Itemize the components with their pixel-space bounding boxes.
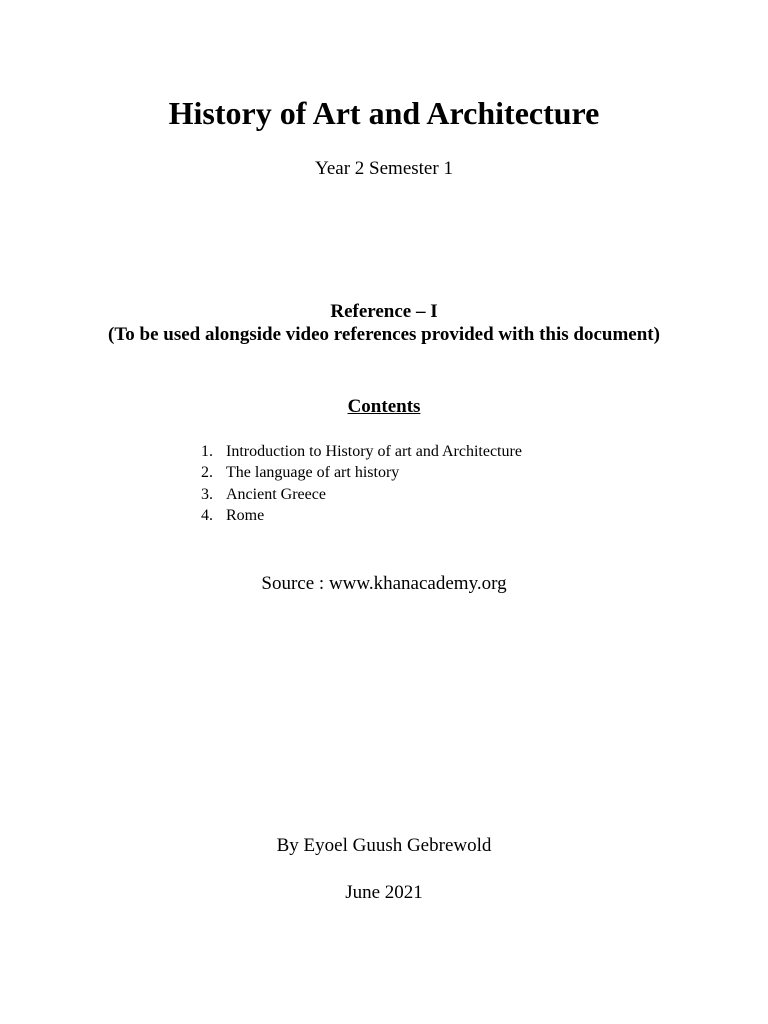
list-item xyxy=(201,462,522,483)
list-item-text: Rome xyxy=(226,506,265,524)
date-line: June 2021 xyxy=(345,882,423,903)
list-item xyxy=(201,484,522,505)
list-item-number: 1. xyxy=(201,443,213,460)
list-item-text: The language of art history xyxy=(226,464,400,482)
list-item xyxy=(201,505,522,526)
list-item-text: Introduction to History of art and Architecture xyxy=(226,443,522,460)
author-line: By Eyoel Guush Gebrewold xyxy=(276,835,492,856)
list-item xyxy=(201,441,522,462)
list-item-number: 4. xyxy=(201,506,213,524)
contents-list xyxy=(201,441,522,526)
list-item-text: Ancient Greece xyxy=(226,485,326,503)
document-subtitle: Year 2 Semester 1 xyxy=(315,158,453,179)
list-item-number: 3. xyxy=(201,485,213,503)
reference-note: (To be used alongside video references provided with this document) xyxy=(108,324,660,345)
source-line: Source : www.khanacademy.org xyxy=(261,573,507,594)
document-title: History of Art and Architecture xyxy=(168,95,600,131)
list-item-number: 2. xyxy=(201,464,213,482)
contents-heading: Contents xyxy=(347,396,421,417)
reference-heading: Reference – I xyxy=(330,301,438,322)
